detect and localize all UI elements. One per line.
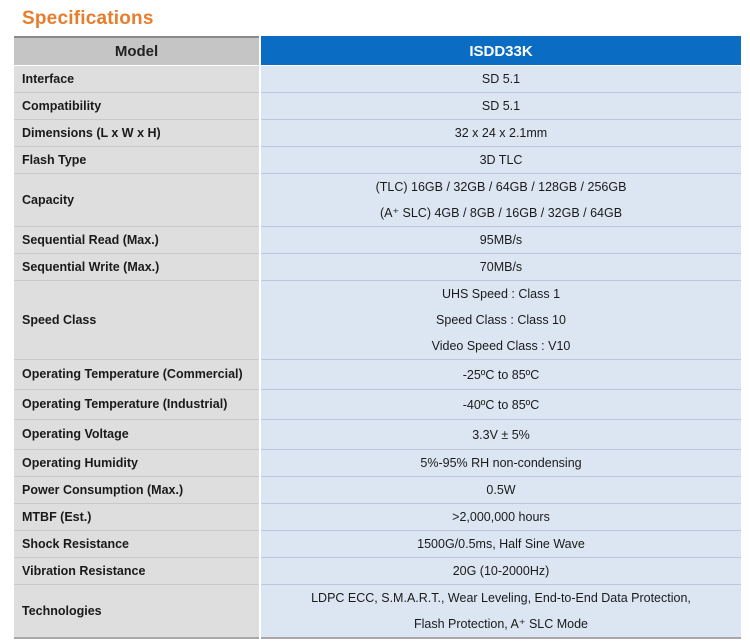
spec-label: Shock Resistance [14,531,260,558]
header-product-name: ISDD33K [260,37,741,66]
spec-label: Operating Voltage [14,420,260,450]
spec-value-line: Speed Class : Class 10 [436,313,566,327]
spec-value-line: >2,000,000 hours [452,510,550,524]
spec-value [260,174,741,227]
spec-value-line: 3.3V ± 5% [472,427,530,442]
spec-value-line: 70MB/s [479,260,523,274]
table-row [14,120,741,147]
spec-value-line: 5%-95% RH non-condensing [420,456,582,470]
table-row [14,390,741,420]
table-row [14,585,741,639]
table-row [14,360,741,390]
spec-value-line: LDPC ECC, S.M.A.R.T., Wear Leveling, End-to-End Data Protection, [311,591,691,605]
spec-label: Power Consumption (Max.) [14,477,260,504]
spec-label: Sequential Read (Max.) [14,227,260,254]
table-row [14,147,741,174]
table-row [14,558,741,585]
spec-label: Flash Type [14,147,260,174]
table-row [14,254,741,281]
table-row [14,66,741,93]
spec-value [260,450,741,477]
table-row [14,174,741,227]
spec-value-line: (A⁺ SLC) 4GB / 8GB / 16GB / 32GB / 64GB [379,206,623,220]
spec-label: Operating Temperature (Industrial) [14,390,260,420]
spec-label: Speed Class [14,281,260,360]
spec-label: Compatibility [14,93,260,120]
spec-value-line: 3D TLC [479,153,523,167]
spec-value-line: Video Speed Class : V10 [431,339,571,353]
table-row [14,504,741,531]
specifications-body [14,66,741,639]
spec-value-line: 0.5W [486,483,516,497]
spec-value [260,531,741,558]
page-title: Specifications [22,8,154,29]
spec-value [260,66,741,93]
spec-label: Sequential Write (Max.) [14,254,260,281]
spec-value-line: (TLC) 16GB / 32GB / 64GB / 128GB / 256GB [375,180,627,194]
spec-value-line: SD 5.1 [481,99,521,113]
table-row [14,420,741,450]
spec-label: Capacity [14,174,260,227]
spec-value [260,120,741,147]
spec-label: Dimensions (L x W x H) [14,120,260,147]
spec-value [260,254,741,281]
spec-label: MTBF (Est.) [14,504,260,531]
spec-value-line: SD 5.1 [481,72,521,86]
table-row [14,281,741,360]
spec-value-line: 32 x 24 x 2.1mm [454,126,548,140]
spec-value-line: UHS Speed : Class 1 [441,287,561,301]
spec-value [260,147,741,174]
spec-label: Technologies [14,585,260,639]
spec-value [260,360,741,390]
spec-label: Operating Temperature (Commercial) [14,360,260,390]
table-row [14,450,741,477]
spec-label: Operating Humidity [14,450,260,477]
spec-value [260,477,741,504]
spec-label: Vibration Resistance [14,558,260,585]
spec-label: Interface [14,66,260,93]
spec-value-line: -25ºC to 85ºC [462,367,540,382]
header-model-label: Model [14,37,260,66]
spec-value-line: 20G (10-2000Hz) [452,564,550,578]
spec-value [260,390,741,420]
table-row [14,227,741,254]
spec-value [260,281,741,360]
table-row [14,93,741,120]
table-row [14,531,741,558]
specifications-table [14,36,741,639]
spec-value [260,585,741,639]
spec-value [260,227,741,254]
table-row [14,477,741,504]
spec-value-line: -40ºC to 85ºC [462,397,540,412]
spec-value [260,420,741,450]
spec-value [260,504,741,531]
spec-value-line: 1500G/0.5ms, Half Sine Wave [417,537,585,551]
table-header-row [14,37,741,66]
spec-value [260,93,741,120]
spec-value-line: 95MB/s [479,233,523,247]
spec-value [260,558,741,585]
spec-value-line: Flash Protection, A⁺ SLC Mode [413,617,589,631]
